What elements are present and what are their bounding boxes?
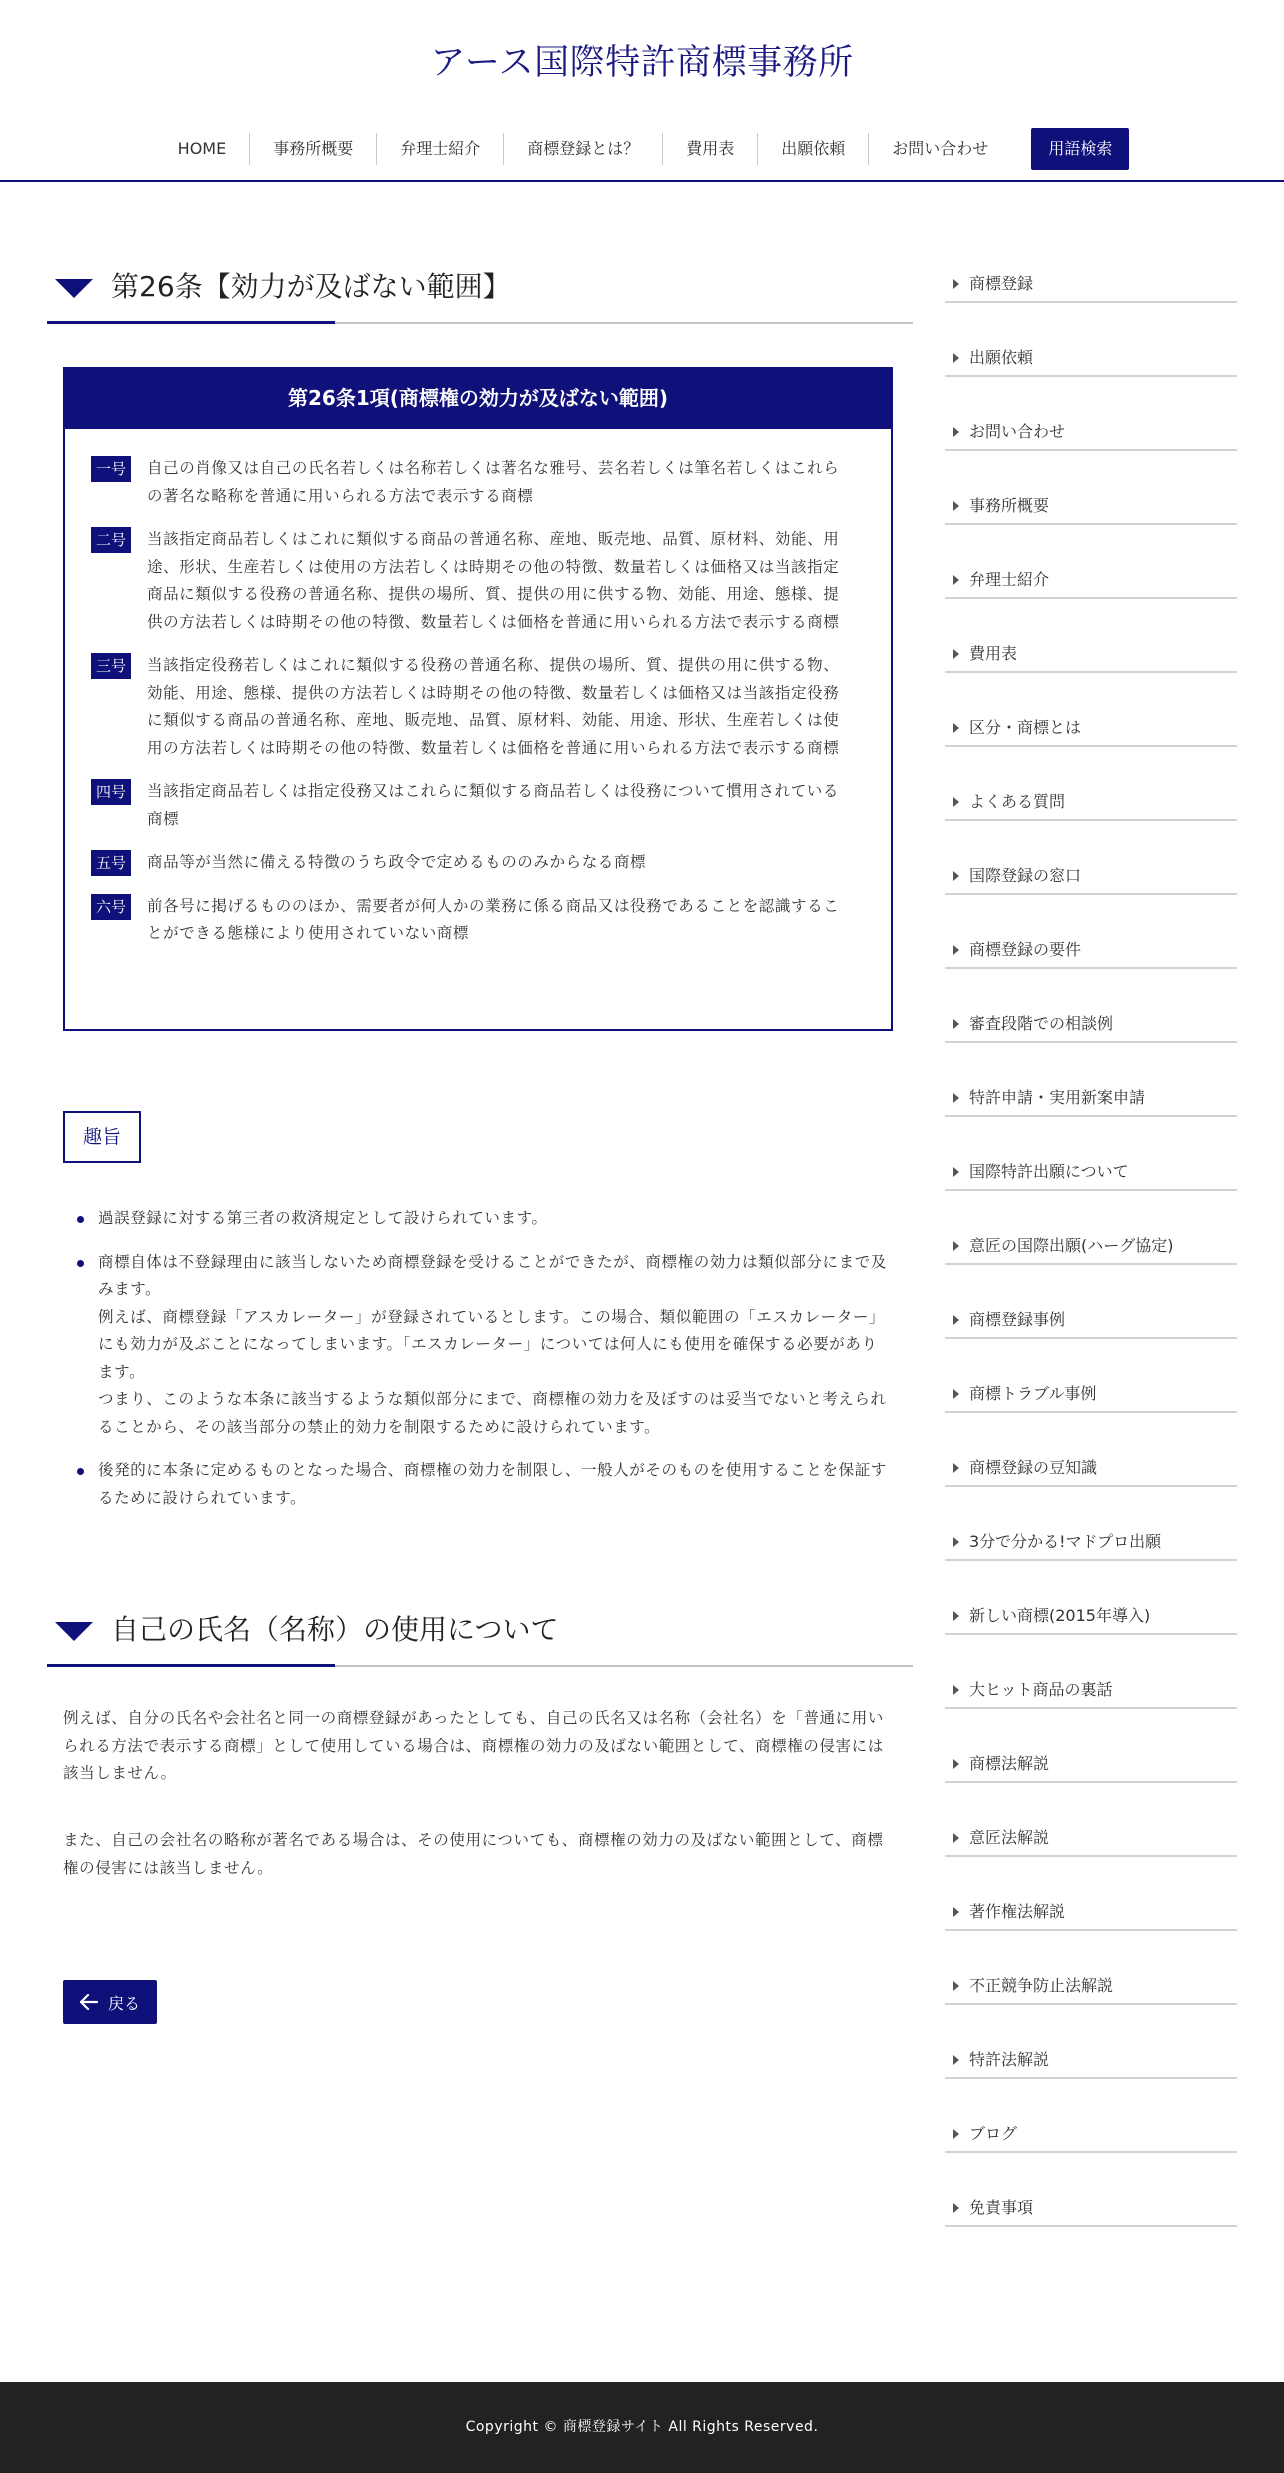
caret-right-icon — [953, 945, 959, 955]
footer — [0, 2382, 1284, 2473]
clause-item — [91, 778, 851, 833]
list-item — [63, 1205, 893, 1233]
purpose-list — [63, 1205, 893, 1528]
section-heading-article-26 — [47, 255, 913, 325]
sidebar — [945, 260, 1237, 2258]
sidebar-item[interactable]: 商標登録 — [945, 260, 1237, 303]
glossary-search-button[interactable]: 用語検索 — [1031, 128, 1129, 170]
arrow-left-icon — [80, 1994, 98, 2010]
list-item-text: 過誤登録に対する第三者の救済規定として設けられています。 — [98, 1209, 548, 1227]
caret-right-icon — [953, 797, 959, 807]
sidebar-item[interactable]: 商標トラブル事例 — [945, 1370, 1237, 1413]
sidebar-item[interactable]: 商標法解説 — [945, 1740, 1237, 1783]
caret-right-icon — [953, 1907, 959, 1917]
sidebar-item[interactable]: 出願依頼 — [945, 334, 1237, 377]
list-item — [63, 1457, 893, 1512]
section-heading-text: 第26条【効力が及ばない範囲】 — [111, 270, 511, 303]
heading-underline-accent — [47, 1664, 335, 1667]
sidebar-item[interactable]: 3分で分かる!マドプロ出願 — [945, 1518, 1237, 1561]
caret-right-icon — [953, 1981, 959, 1991]
clause-badge: 六号 — [91, 894, 131, 920]
site-title[interactable]: アース国際特許商標事務所 — [430, 43, 854, 83]
article-box — [63, 367, 893, 1031]
list-item-text: 後発的に本条に定めるものとなった場合、商標権の効力を制限し、一般人がそのものを使用することを保証するために設けられています。 — [98, 1461, 887, 1507]
nav-item-about-trademark[interactable]: 商標登録とは？ — [503, 133, 662, 165]
bullet-icon — [77, 1216, 84, 1223]
clause-item — [91, 893, 851, 948]
sidebar-item[interactable]: 国際特許出願について — [945, 1148, 1237, 1191]
caret-right-icon — [953, 1463, 959, 1473]
heading-underline-accent — [47, 321, 335, 324]
sidebar-item[interactable]: 商標登録事例 — [945, 1296, 1237, 1339]
triangle-down-icon — [55, 1622, 93, 1641]
caret-right-icon — [953, 2203, 959, 2213]
clause-badge: 三号 — [91, 653, 131, 679]
sidebar-item[interactable]: 国際登録の窓口 — [945, 852, 1237, 895]
sidebar-item[interactable]: 区分・商標とは — [945, 704, 1237, 747]
sidebar-item[interactable]: 免責事項 — [945, 2184, 1237, 2227]
nav-item-application[interactable]: 出願依頼 — [757, 133, 868, 165]
clause-text: 商品等が当然に備える特徴のうち政令で定めるもののみからなる商標 — [147, 853, 647, 871]
nav-item-fees[interactable]: 費用表 — [662, 133, 757, 165]
sidebar-item[interactable]: 特許法解説 — [945, 2036, 1237, 2079]
caret-right-icon — [953, 1389, 959, 1399]
sidebar-item[interactable]: 大ヒット商品の裏話 — [945, 1666, 1237, 1709]
caret-right-icon — [953, 1537, 959, 1547]
caret-right-icon — [953, 871, 959, 881]
sidebar-item[interactable]: 審査段階での相談例 — [945, 1000, 1237, 1043]
clause-badge: 四号 — [91, 779, 131, 805]
bullet-icon — [77, 1260, 84, 1267]
sidebar-item[interactable]: 新しい商標(2015年導入) — [945, 1592, 1237, 1635]
section-heading-own-name — [47, 1598, 913, 1668]
clause-text: 当該指定商品若しくは指定役務又はこれらに類似する商品若しくは役務について慣用されている商標 — [147, 782, 839, 828]
caret-right-icon — [953, 501, 959, 511]
clause-item — [91, 849, 851, 877]
clause-list — [65, 429, 891, 948]
clause-item — [91, 455, 851, 510]
article-box-title: 第26条1項(商標権の効力が及ばない範囲) — [65, 369, 891, 429]
back-button-label: 戻る — [107, 1993, 140, 2013]
footer-copyright: Copyright © 商標登録サイト All Rights Reserved. — [465, 2419, 819, 2435]
sidebar-item[interactable]: よくある質問 — [945, 778, 1237, 821]
caret-right-icon — [953, 1315, 959, 1325]
sidebar-item[interactable]: 費用表 — [945, 630, 1237, 673]
section-heading-text: 自己の氏名（名称）の使用について — [111, 1613, 559, 1646]
clause-item — [91, 526, 851, 636]
sidebar-item[interactable]: お問い合わせ — [945, 408, 1237, 451]
list-item — [63, 1249, 893, 1442]
purpose-label-box: 趣旨 — [63, 1111, 141, 1163]
sidebar-item[interactable]: 特許申請・実用新案申請 — [945, 1074, 1237, 1117]
clause-badge: 二号 — [91, 527, 131, 553]
caret-right-icon — [953, 1833, 959, 1843]
caret-right-icon — [953, 1167, 959, 1177]
clause-text: 当該指定商品若しくはこれに類似する商品の普通名称、産地、販売地、品質、原材料、効能、用途、形状、生産若しくは使用の方法若しくは時期その他の特徴、数量若しくは価格又は当該指定商品に類似する役務の普通名称、提供の場所、質、提供の用に供する物、効能、用途、態様、提供の方法若しくは時期その他の特徴、数量若しくは価格を普通に用いられる方法で表示する商標 — [147, 530, 840, 631]
main-nav — [0, 128, 1284, 170]
clause-item — [91, 652, 851, 762]
caret-right-icon — [953, 353, 959, 363]
sidebar-item[interactable]: 意匠の国際出願(ハーグ協定) — [945, 1222, 1237, 1265]
clause-text: 当該指定役務若しくはこれに類似する役務の普通名称、提供の場所、質、提供の用に供する物、効能、用途、態様、提供の方法若しくは時期その他の特徴、数量若しくは価格又は当該指定役務に類似する商品の普通名称、産地、販売地、品質、原材料、効能、用途、形状、生産若しくは使用の方法若しくは時期その他の特徴、数量若しくは価格を普通に用いられる方法で表示する商標 — [147, 656, 840, 757]
caret-right-icon — [953, 279, 959, 289]
caret-right-icon — [953, 427, 959, 437]
caret-right-icon — [953, 1759, 959, 1769]
sidebar-item[interactable]: ブログ — [945, 2110, 1237, 2153]
sidebar-item[interactable]: 商標登録の豆知識 — [945, 1444, 1237, 1487]
clause-text: 自己の肖像又は自己の氏名若しくは名称若しくは著名な雅号、芸名若しくは筆名若しくはこれらの著名な略称を普通に用いられる方法で表示する商標 — [147, 459, 840, 505]
back-button[interactable] — [63, 1980, 157, 2024]
main-content — [47, 255, 913, 2013]
sidebar-item[interactable]: 弁理士紹介 — [945, 556, 1237, 599]
clause-badge: 一号 — [91, 456, 131, 482]
sidebar-item[interactable]: 事務所概要 — [945, 482, 1237, 525]
sidebar-item[interactable]: 意匠法解説 — [945, 1814, 1237, 1857]
paragraph: 例えば、自分の氏名や会社名と同一の商標登録があったとしても、自己の氏名又は名称（会社名）を「普通に用いられる方法で表示する商標」として使用している場合は、商標権の効力の及ばない範囲として、商標権の侵害には該当しません。 — [63, 1709, 884, 1782]
clause-badge: 五号 — [91, 850, 131, 876]
caret-right-icon — [953, 723, 959, 733]
caret-right-icon — [953, 1611, 959, 1621]
triangle-down-icon — [55, 279, 93, 298]
caret-right-icon — [953, 1019, 959, 1029]
caret-right-icon — [953, 575, 959, 585]
clause-text: 前各号に掲げるもののほか、需要者が何人かの業務に係る商品又は役務であることを認識することができる態様により使用されていない商標 — [147, 896, 840, 942]
sidebar-item[interactable]: 著作権法解説 — [945, 1888, 1237, 1931]
nav-item-office[interactable]: 事務所概要 — [249, 133, 376, 165]
nav-item-home[interactable]: HOME — [177, 139, 227, 158]
list-item-text: 商標自体は不登録理由に該当しないため商標登録を受けることができたが、商標権の効力は類似部分にまで及みます。 例えば、商標登録「アスカレーター」が登録されているとします。この場合、類似範囲の「エスカレーター」にも効力が及ぶことになってしまいます。「エスカレーター」については何人にも使用を確保する必要があります。 つまり、このような本条に該当するような類似部分にまで、商標権の効力を及ぼすのは妥当でないと考えられることから、その該当部分の禁止的効力を制限するために設けられています。 — [98, 1252, 887, 1436]
caret-right-icon — [953, 1093, 959, 1103]
caret-right-icon — [953, 649, 959, 659]
caret-right-icon — [953, 1685, 959, 1695]
caret-right-icon — [953, 2129, 959, 2139]
header-divider — [0, 180, 1284, 182]
sidebar-item[interactable]: 商標登録の要件 — [945, 926, 1237, 969]
bullet-icon — [77, 1468, 84, 1475]
paragraph: また、自己の会社名の略称が著名である場合は、その使用についても、商標権の効力の及ばない範囲として、商標権の侵害には該当しません。 — [63, 1831, 884, 1877]
caret-right-icon — [953, 2055, 959, 2065]
sidebar-item[interactable]: 不正競争防止法解説 — [945, 1962, 1237, 2005]
nav-item-contact[interactable]: お問い合わせ — [868, 133, 1011, 165]
nav-item-attorneys[interactable]: 弁理士紹介 — [376, 133, 503, 165]
caret-right-icon — [953, 1241, 959, 1251]
